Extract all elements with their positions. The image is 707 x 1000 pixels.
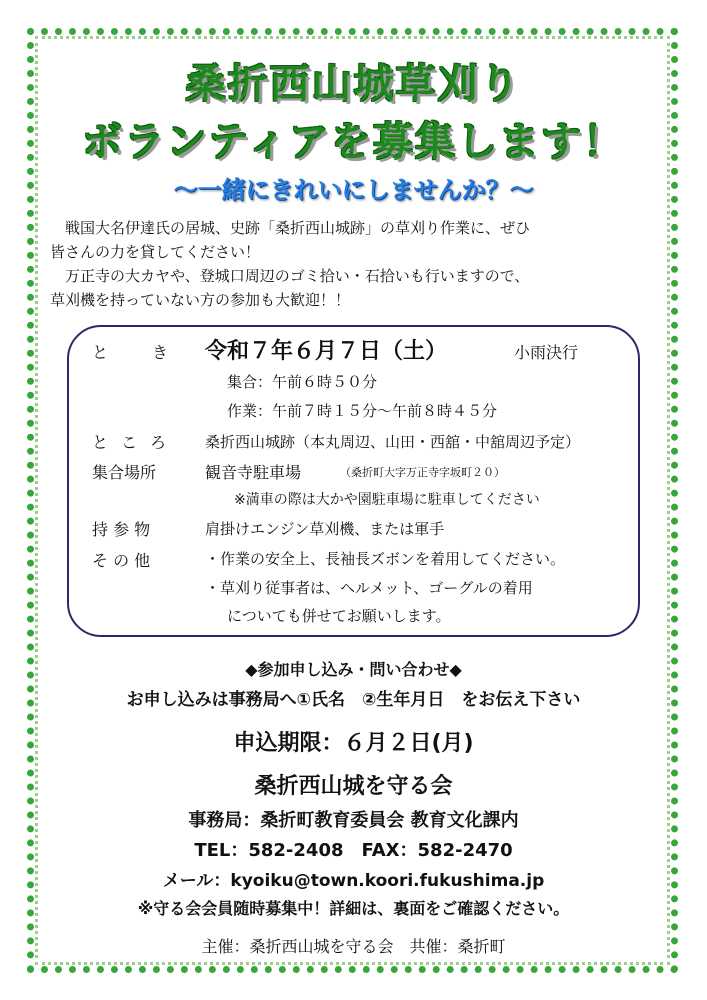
intro-line-4: 草刈機を持っていない方の参加も大歓迎！！ [50, 291, 351, 309]
bring-label: 持 参 物 [92, 520, 151, 539]
rain-note: 小雨決行 [514, 343, 579, 362]
other-note-2b: についても併せてお願いします。 [227, 607, 451, 625]
apply-instructions: お申し込みは事務局へ①氏名 ②生年月日 をお伝え下さい [126, 690, 581, 710]
phone-fax: TEL：582-2408 FAX：582-2470 [194, 840, 513, 861]
event-date: 令和７年６月７日（土） [205, 339, 448, 364]
office-info: 事務局：桑折町教育委員会 教育文化課内 [188, 810, 519, 831]
meeting-place: 観音寺駐車場 [205, 463, 302, 482]
gather-time: 集合：午前６時５０分 [227, 373, 378, 391]
title-line-1: 桑折西山城草刈り [185, 61, 522, 107]
meeting-label: 集合場所 [92, 463, 157, 482]
tokoro-label: と こ ろ [92, 433, 171, 452]
other-label: そ の 他 [92, 551, 151, 570]
event-place: 桑折西山城跡（本丸周辺、山田・西舘・中舘周辺予定） [205, 433, 581, 451]
title-line-2: ボランティアを募集します！ [82, 119, 625, 165]
subtitle: ～一緒にきれいにしませんか？～ [173, 176, 534, 204]
deadline: 申込期限：６月２日(月) [233, 731, 474, 756]
contact-heading: ◆参加申し込み・問い合わせ◆ [245, 660, 462, 679]
intro-line-3: 万正寺の大カヤや、登城口周辺のゴミ拾い・石拾いも行いますので、 [50, 267, 530, 285]
member-recruit-note: ※守る会会員随時募集中！詳細は、裏面をご確認ください。 [137, 899, 570, 918]
sponsor-line: 主催：桑折西山城を守る会 共催：桑折町 [201, 937, 506, 956]
toki-label: と き [92, 343, 183, 362]
other-note-1: ・作業の安全上、長袖長ズボンを着用してください。 [205, 550, 566, 568]
work-time: 作業：午前７時１５分～午前８時４５分 [227, 402, 498, 420]
organization-name: 桑折西山城を守る会 [254, 774, 453, 799]
other-note-2a: ・草刈り従事者は、ヘルメット、ゴーグルの着用 [205, 579, 533, 597]
intro-line-2: 皆さんの力を貸してください！ [50, 243, 261, 261]
intro-line-1: 戦国大名伊達氏の居城、史跡「桑折西山城跡」の草刈り作業に、ぜひ [50, 219, 531, 237]
email-address[interactable]: メール：kyoiku@town.koori.fukushima.jp [162, 871, 545, 891]
bring-items: 肩掛けエンジン草刈機、または軍手 [205, 520, 445, 538]
parking-note: ※満車の際は大かや園駐車場に駐車してください [234, 492, 540, 508]
meeting-address: （桑折町大字万正寺字坂町２０） [340, 466, 505, 479]
